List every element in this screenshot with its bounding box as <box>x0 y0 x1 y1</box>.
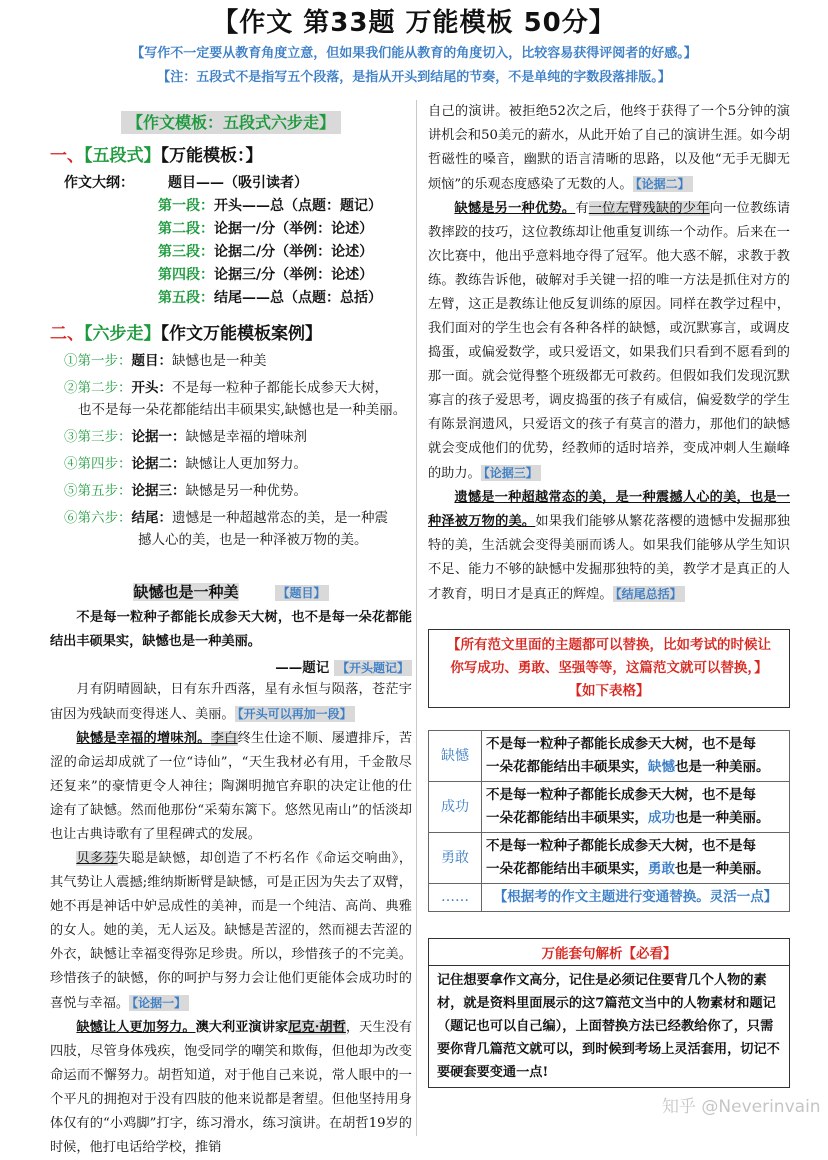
outline-label: 作文大纲： 题目——（吸引读者） <box>64 175 308 191</box>
step-item: ⑥第六步：结尾：遗憾是一种超越常态的美，是一种震 撼人心的美，也是一种泽被万物的美。 <box>64 510 388 548</box>
step-item: ③第三步：论据一：缺憾是幸福的增味剂 <box>64 429 307 445</box>
essay-paragraph: 月有阴晴圆缺，日有东升西落，星有永恒与陨落，苍茫宇宙因为残缺而变得迷人、美丽。 【开头可以再加一段】 <box>50 682 412 722</box>
essay-paragraph: 贝多芬失聪是缺憾，却创造了不朽名作《命运交响曲》，其气势让人震撼;维纳斯断臂是缺憾，可是正因为失去了双臂，她不再是神话中妒忌成性的美神，而是一个纯洁、高尚、典雅的女人。她的美，无人运及。缺憾是苦涩的，然而褪去苦涩的外衣，缺憾让幸福变得弥足珍贵。所以，珍惜孩子的不完美。珍惜孩子的缺憾，你的呵护与努力会让他们更能体会成功时的喜悦与幸福。 【论据一】 <box>50 851 413 1011</box>
watermark: 知乎 @Neverinvain <box>662 1097 821 1117</box>
step-item: ④第四步：论据二：缺憾让人更加努力。 <box>64 456 307 472</box>
outline-row: 第三段：论据二/分（举例：论述） <box>158 244 374 260</box>
step-item: ⑤第五步：论据三：缺憾是另一种优势。 <box>64 483 307 499</box>
replacement-table <box>428 730 790 912</box>
step-item: ②第二步：开头：不是每一粒种子都能长成参天大树， 也不是每一朵花都能结出丰硕果实,缺憾也是一种美丽。 <box>64 380 407 418</box>
replace-note-box: 【所有范文里面的主题都可以替换，比如考试的时候让 你写成功、勇敢、坚强等等，这篇范文就可以替换，】 【如下表格】 <box>428 629 790 708</box>
analysis-box <box>428 938 790 1088</box>
essay-paragraph: 缺憾是幸福的增味剂。李白终生仕途不顺、屡遭排斥，苦涩的命运却成就了一位“诗仙”，“天生我材必有用，千金散尽还复来”的豪情更令人神往；陶渊明抛官弃职的决定让他的仕途有了缺憾。然而他那份“采菊东篱下。悠然见南山”的恬淡却也让古典诗歌有了里程碑式的发展。 <box>50 731 413 842</box>
essay-paragraph: 缺憾是另一种优势。有一位左臂残缺的少年向一位教练请教摔跤的技巧，这位教练却让他重复训练一个动作。后来在一次比赛中，他出乎意料地夺得了冠军。他大惑不解，求教于教练。教练告诉他，破解对手关键一招的唯一方法是抓住对方的左臂，这正是教练让他反复训练的原因。同样在教学过程中，我们面对的学生也会有各种各样的缺憾，或沉默寡言，或调皮捣蛋，或偏爱数学，或只爱语文，如果我们只看到不愿看到的那一面。就会觉得整个班级都无可救药。但假如我们发现沉默寡言的孩子爱思考，调皮捣蛋的孩子有威信，偏爱数学的学生有陈景润遗风，只爱语文的孩子有莫言的潜力，那他们的缺憾就会变成他们的优势，经教师的适时培养，变成冲刺人生巅峰的助力。 【论据三】 <box>428 201 791 481</box>
essay-opening: 不是每一粒种子都能长成参天大树，也不是每一朵花都能结出丰硕果实，缺憾也是一种美丽。 <box>50 610 412 649</box>
section1-heading: 一、【五段式】【万能模板：】 <box>50 146 263 166</box>
table-row: 缺憾 不是每一粒种子都能长成参天大树，也不是每 一朵花都能结出丰硕果实，缺憾也是一种美丽。 <box>429 731 790 782</box>
page-title: 【作文 第33题 万能模板 50分】 <box>212 8 616 38</box>
table-row: 勇敢 不是每一粒种子都能长成参天大树，也不是每 一朵花都能结出丰硕果实，勇敢也是一种美丽。 <box>429 833 790 884</box>
section2-heading: 二、【六步走】【作文万能模板案例】 <box>50 324 322 344</box>
column-divider <box>416 100 417 1136</box>
essay-paragraph: 缺憾让人更加努力。澳大利亚演讲家尼克·胡哲，天生没有四肢，尽管身体残疾，饱受同学的嘲笑和欺侮，但他却为改变命运而不懈努力。胡哲知道，对于他自己来说，常人眼中的一个平凡的拥抱对于没有四肢的他来说都是奢望。但他坚持用身体仅有的“小鸡脚”打字，练习滑水，练习演讲。在胡哲19岁的时候，他打电话给学校，推销 <box>50 1020 413 1155</box>
step-item: ①第一步：题目：缺憾也是一种美 <box>64 353 267 369</box>
analysis-title: 万能套句解析【必看】 <box>429 939 789 966</box>
analysis-body: 记住想要拿作文高分，记住是必须记住要背几个人物的素材，就是资料里面展示的这7篇范文当中的人物素材和题记（题记也可以自己编），上面替换方法已经教给你了，只需要你背几篇范文就可以，到时候到考场上灵活套用，切记不要硬套要变通一点! <box>437 973 780 1080</box>
outline-row: 第五段：结尾——总（点题：总括） <box>158 290 382 306</box>
outline-row: 第四段：论据三/分（举例：论述） <box>158 267 374 283</box>
essay-title: 缺憾也是一种美 【题目】 <box>50 581 412 602</box>
left-column <box>50 104 412 1160</box>
note-line-1: 【写作不一定要从教育角度立意，但如果我们能从教育的角度切入，比较容易获得评阅者的好感。】 <box>131 46 697 61</box>
template-heading: 【作文模板：五段式六步走】 <box>50 110 412 133</box>
essay-paragraph: 自己的演讲。被拒绝52次之后，他终于获得了一个5分钟的演讲机会和50美元的薪水，从此开始了自己的演讲生涯。如今胡哲磁性的嗓音，幽默的语言清晰的思路，以及他“无手无脚无烦恼”的乐观态度感染了无数的人。 【论据二】 <box>428 104 790 192</box>
epigraph: ——题记 【开头题记】 <box>50 656 412 676</box>
note-line-2: 【注：五段式不是指写五个段落，是指从开头到结尾的节奏，不是单纯的字数段落排版。】 <box>157 70 671 85</box>
outline-row: 第一段：开头——总（点题：题记） <box>158 198 382 214</box>
right-column <box>428 100 790 1088</box>
table-row: …… 【根据考的作文主题进行变通替换。灵活一点】 <box>429 884 790 912</box>
outline-row: 第二段：论据一/分（举例：论述） <box>158 221 374 237</box>
table-row: 成功 不是每一粒种子都能长成参天大树，也不是每 一朵花都能结出丰硕果实，成功也是一种美丽。 <box>429 782 790 833</box>
essay-paragraph: 遗憾是一种超越常态的美，是一种震撼人心的美，也是一种泽被万物的美。如果我们能够从繁花落樱的遗憾中发掘那独特的美，生活就会变得美丽而诱人。如果我们能够从学生知识不足、能力不够的缺憾中发掘那独特的美，教学才是真正的人才教育，明日才是真正的辉煌。 【结尾总括】 <box>428 490 790 602</box>
